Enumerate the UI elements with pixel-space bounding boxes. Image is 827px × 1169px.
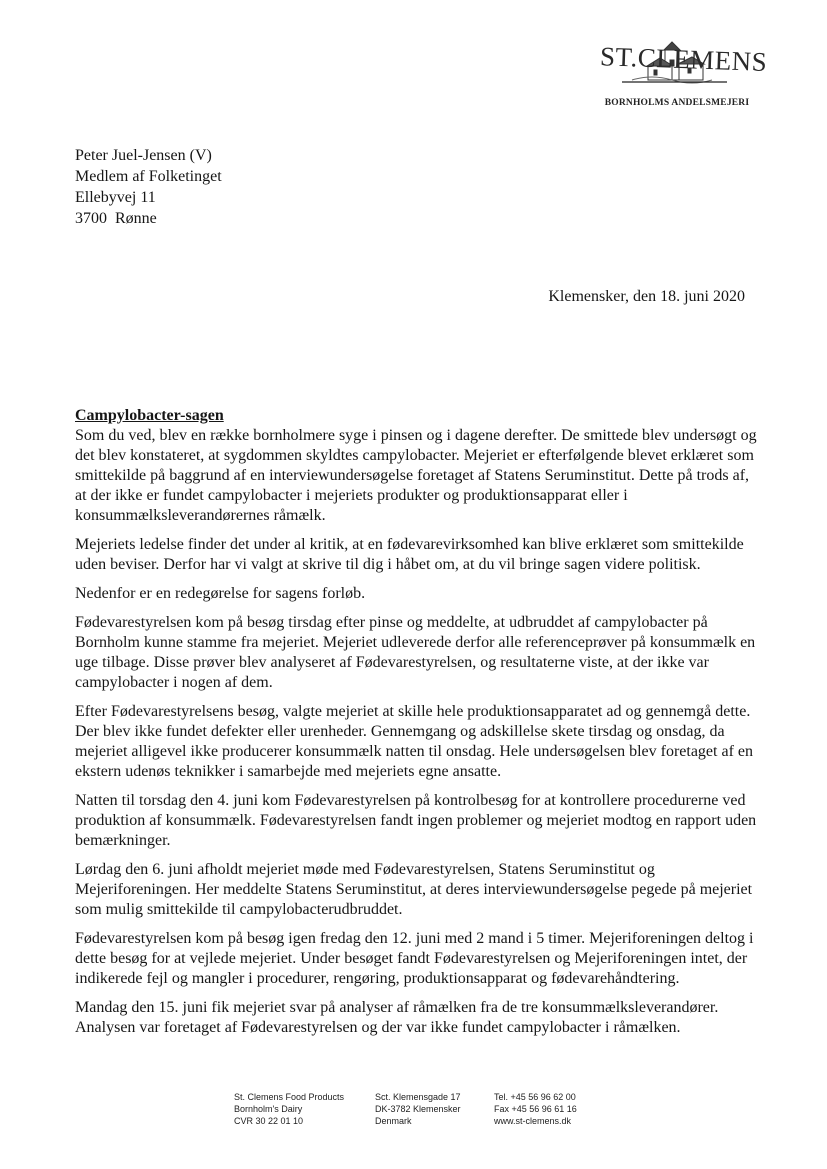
paragraph: Mejeriets ledelse finder det under al kritik, at en fødevarevirksomhed kan blive erklæret som smittekilde uden beviser. Derfor har vi valgt at skrive til dig i håbet om, at du vil bringe sagen videre politisk. bbox=[75, 536, 744, 573]
paragraph: Fødevarestyrelsen kom på besøg tirsdag efter pinse og meddelte, at udbruddet af campylobacter på Bornholm kunne stamme fra mejeriet. Mejeriet udleverede derfor alle referenceprøver på konsummælk en uge tilbage. Disse prøver blev analyseret af Fødevarestyrelsen, og resultaterne viste, at der ikke var campylobacter i nogen af dem. bbox=[75, 614, 756, 691]
paragraph: Fødevarestyrelsen kom på besøg igen fredag den 12. juni med 2 mand i 5 timer. Mejeriforeningen deltog i dette besøg for at vejlede mejeriet. Under besøget fandt Fødevarestyrelsen og Mejeriforeningen intet, der indikerede fejl og mangler i procedurer, rengøring, produktionsapparat og fødevarehåndtering. bbox=[75, 930, 754, 987]
letter-heading: Campylobacter-sagen bbox=[75, 407, 224, 424]
logo-subtitle: BORNHOLMS ANDELSMEJERI bbox=[604, 98, 750, 108]
letter-body bbox=[75, 406, 760, 1047]
footer-website[interactable]: www.st-clemens.dk bbox=[494, 1116, 572, 1126]
paragraph: Lørdag den 6. juni afholdt mejeriet møde med Fødevarestyrelsen, Statens Seruminstitut og Mejeriforeningen. Her meddelte Statens Seruminstitut, at deres interviewundersøgelse pegede på mejeriet som mulig smittekilde til campylobacterudbruddet. bbox=[75, 861, 753, 918]
recipient-city: 3700 Rønne bbox=[75, 210, 157, 227]
logo-wordmark: ST.CLEMENS bbox=[599, 41, 768, 78]
footer-line: St. Clemens Food Products bbox=[234, 1092, 345, 1102]
recipient-address bbox=[75, 145, 222, 229]
recipient-street: Ellebyvej 11 bbox=[75, 189, 156, 206]
footer-line: Sct. Klemensgade 17 bbox=[375, 1092, 461, 1102]
paragraph: Natten til torsdag den 4. juni kom Fødevarestyrelsen på kontrolbesøg for at kontrollere procedurerne ved produktion af konsummælk. Fødevarestyrelsen fandt ingen problemer og mejeriet modtog en rapport uden bemærkninger. bbox=[75, 792, 757, 849]
paragraph: Efter Fødevarestyrelsens besøg, valgte mejeriet at skille hele produktionsapparatet ad og gennemgå dette. Der blev ikke fundet defekter eller urenheder. Gennemgang og adskillelse skete tirsdag og onsdag, da mejeriet alligevel ikke producerer konsummælk natten til onsdag. Hele undersøgelsen blev foretaget af en ekstern udenøs teknikker i samarbejde med mejeriets egne ansatte. bbox=[75, 703, 753, 780]
footer-line: CVR 30 22 01 10 bbox=[234, 1116, 304, 1126]
paragraph: Mandag den 15. juni fik mejeriet svar på analyser af råmælken fra de tre konsummælksleverandører. Analysen var foretaget af Fødevarestyrelsen og der var ikke fundet campylobacter i råmælken. bbox=[75, 999, 719, 1036]
footer-contact bbox=[494, 1091, 577, 1127]
date-line: Klemensker, den 18. juni 2020 bbox=[548, 288, 745, 305]
recipient-title: Medlem af Folketinget bbox=[75, 168, 222, 185]
paragraph: Som du ved, blev en række bornholmere syge i pinsen og i dagene derefter. De smittede blev undersøgt og det blev konstateret, at sygdommen skyldtes campylobacter. Mejeriet er efterfølgende blevet erklæret som smittekilde på baggrund af en interviewundersøgelse foretaget af Statens Seruminstitut. Dette på trods af, at der ikke er fundet campylobacter i mejeriets produkter og produktionsapparat eller i konsummælksleverandørernes råmælk. bbox=[75, 427, 757, 524]
footer-line: Bornholm's Dairy bbox=[234, 1104, 303, 1114]
st-clemens-logo bbox=[592, 40, 768, 116]
footer-line: DK-3782 Klemensker bbox=[375, 1104, 461, 1114]
recipient-name: Peter Juel-Jensen (V) bbox=[75, 147, 212, 164]
footer-fax: Fax +45 56 96 61 16 bbox=[494, 1104, 577, 1114]
paragraph: Nedenfor er en redegørelse for sagens forløb. bbox=[75, 585, 366, 602]
footer-company bbox=[234, 1091, 344, 1127]
footer-address bbox=[375, 1091, 461, 1127]
footer-line: Denmark bbox=[375, 1116, 412, 1126]
footer-phone: Tel. +45 56 96 62 00 bbox=[494, 1092, 576, 1102]
